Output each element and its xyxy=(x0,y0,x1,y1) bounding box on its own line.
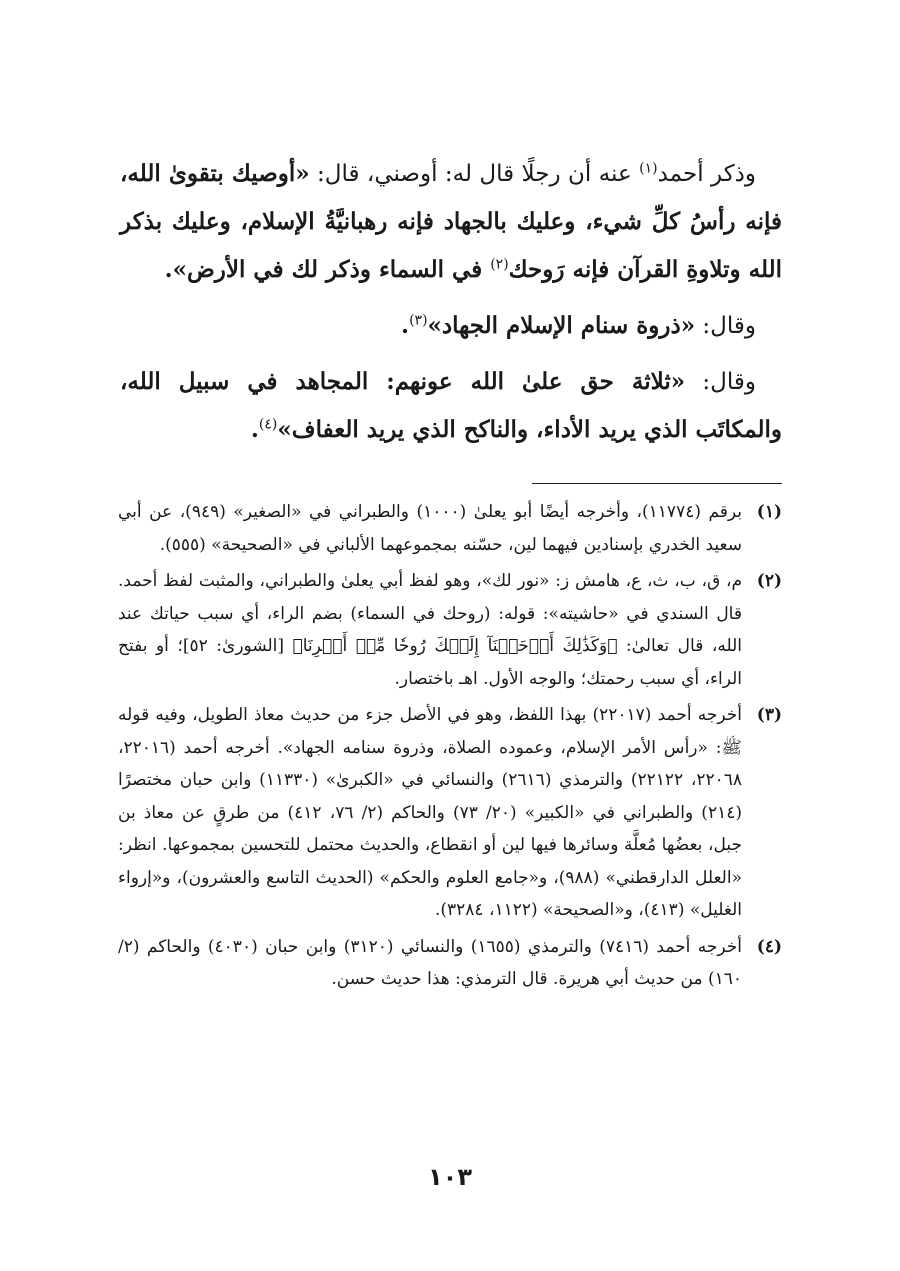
paragraph-3 xyxy=(120,358,782,454)
footnote-ref-4[interactable]: (٤) xyxy=(258,416,278,433)
footnote-ref-3[interactable]: (٣) xyxy=(409,312,428,329)
footnote-number: (٣) xyxy=(756,705,782,725)
footnote-3 xyxy=(118,699,782,927)
p2-end: . xyxy=(401,312,410,339)
p2-quote: «ذروة سنام الإسلام الجهاد» xyxy=(427,312,696,339)
footnotes xyxy=(118,496,782,1000)
p1-intro: وذكر أحمد xyxy=(657,161,756,187)
p2-intro: وقال: xyxy=(695,313,756,339)
footnote-text: أخرجه أحمد (٢٢٠١٧) بهذا اللفظ، وهو في الأصل جزء من حديث معاذ الطويل، وفيه قوله ﷺ: «رأس الأمر الإسلام، وعموده الصلاة، وذروة سنامه الجهاد». أخرجه أحمد (٢٢٠١٦، ٢٢٠٦٨، ٢٢١٢٢) والترمذي (٢٦١٦) والنسائي في «الكبرىٰ» (١١٣٣٠) وابن حبان مختصرًا (٢١٤) والطبراني في «الكبير» (٢٠/ ٧٣) والحاكم (٢/ ٧٦، ٤١٢) من طرقٍ عن معاذ بن جبل، بعضُها مُعلَّة وسائرها فيها لين أو انقطاع، والحديث محتمل للتحسين بمجموعها. انظر: «العلل الدارقطني» (٩٨٨)، و«جامع العلوم والحكم» (الحديث التاسع والعشرون)، و«إرواء الغليل» (٤١٣)، و«الصحيحة» (١١٢٢، ٣٢٨٤). xyxy=(118,705,743,920)
p3-end: . xyxy=(250,416,259,443)
footnote-text: م، ق، ب، ث، ع، هامش ز: «نور لك»، وهو لفظ أبي يعلىٰ والطبراني، والمثبت لفظ أحمد. قال السندي في «حاشيته»: قوله: (روحك في السماء) بضم الراء، أي سبب حياتك عند الله، قال تعالىٰ: ﴿وَكَذَٰلِكَ أَوۡحَيۡنَآ إِلَيۡكَ رُوحٗا مِّنۡ أَمۡرِنَا﴾ [الشورىٰ: ٥٢]؛ أو بفتح الراء، أي سبب رحمتك؛ والوجه الأول. اهـ باختصار. xyxy=(118,571,742,689)
p3-intro: وقال: xyxy=(685,369,756,395)
footnote-number: (٢) xyxy=(756,571,782,591)
footnote-2 xyxy=(118,565,782,695)
footnote-text: أخرجه أحمد (٧٤١٦) والترمذي (١٦٥٥) والنسائي (٣١٢٠) وابن حبان (٤٠٣٠) والحاكم (٢/ ١٦٠) من حديث أبي هريرة. قال الترمذي: هذا حديث حسن. xyxy=(118,936,743,989)
paragraph-2 xyxy=(120,302,782,350)
footnote-ref-2[interactable]: (٢) xyxy=(490,256,509,273)
footnote-text: برقم (١١٧٧٤)، وأخرجه أيضًا أبو يعلىٰ (١٠٠٠) والطبراني في «الصغير» (٩٤٩)، عن أبي سعيد الخدري بإسنادين فيهما لين، حسّنه بمجموعهما الألباني في «الصحيحة» (٥٥٥). xyxy=(118,502,743,555)
page-number: ١٠٣ xyxy=(428,1163,472,1191)
footnote-1 xyxy=(118,496,782,561)
footnote-ref-1[interactable]: (١) xyxy=(639,160,658,177)
p1-text: عنه أن رجلًا قال له: أوصني، قال: xyxy=(309,161,640,187)
p1-quote-part2: في السماء وذكر لك في الأرض» xyxy=(172,256,491,283)
main-text xyxy=(120,150,782,454)
p1-end: . xyxy=(164,256,173,283)
footnote-4 xyxy=(118,931,782,996)
paragraph-1 xyxy=(120,150,782,294)
footnote-number: (٤) xyxy=(756,936,782,957)
footnote-number: (١) xyxy=(756,502,782,522)
footnote-separator xyxy=(532,483,782,484)
p3-quote: «ثلاثة حق علىٰ الله عونهم: المجاهد في سبيل الله، والمكاتَب الذي يريد الأداء، والناكح الذي يريد العفاف» xyxy=(120,368,782,443)
p1-quote-part1: «أوصيك بتقوىٰ الله، فإنه رأسُ كلِّ شيء، وعليك بالجهاد فإنه رهبانيَّةُ الإسلام، وعليك بذكر الله وتلاوةِ القرآن فإنه رَوحك xyxy=(120,160,782,283)
